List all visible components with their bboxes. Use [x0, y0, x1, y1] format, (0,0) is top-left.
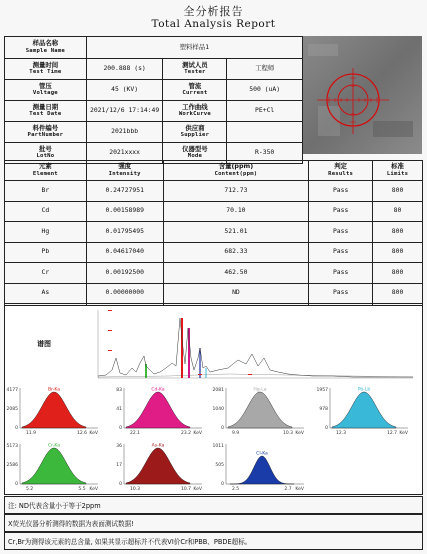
y-tick-label: 0: [15, 426, 18, 431]
peak-label: Br-Ka: [48, 387, 60, 393]
part-number-value: 2021bbb: [86, 122, 163, 143]
y-tick-label: 83: [116, 388, 122, 393]
supplier-value: [227, 122, 303, 143]
table-row: [5, 283, 423, 304]
y-tick-label: 2085: [6, 407, 18, 412]
x-tick-label: 2.7: [284, 487, 292, 492]
cell-result: Pass: [309, 263, 373, 284]
peak-plot-as-ka: [110, 440, 210, 494]
tester-label: 测试人员 Tester: [163, 59, 227, 80]
x-tick-label: 12.7: [386, 431, 398, 436]
spectrum-plot: [88, 308, 418, 382]
cell-limit: 800: [373, 181, 423, 202]
cell-element: Hg: [5, 222, 87, 243]
peak-label: Cd-Ka: [151, 387, 165, 393]
cell-intensity: 0.01795495: [86, 222, 163, 243]
y-tick-label: 2081: [212, 388, 224, 393]
x-tick-label: 2.5: [232, 487, 240, 492]
x-unit-label: KeV: [89, 487, 98, 492]
lot-no-label: 批号 LotNo: [5, 143, 87, 164]
cell-content: 70.10: [163, 201, 309, 222]
report-title-cn: 全分析报告: [183, 5, 244, 18]
peak-fill: [126, 392, 190, 428]
peak-fill: [228, 392, 292, 428]
x-tick-label: 11.9: [26, 431, 37, 436]
col-header-limits: 标准 Limits: [373, 161, 423, 181]
y-tick-label: 0: [221, 426, 224, 431]
cell-limit: 800: [373, 263, 423, 284]
peak-plot-cd-ka: [110, 384, 210, 438]
cell-limit: 80: [373, 201, 423, 222]
table-row: [5, 222, 423, 243]
cell-element: As: [5, 283, 87, 304]
table-row: [5, 242, 423, 263]
tester-value: 工程师: [227, 59, 303, 80]
cell-intensity: 0.00000000: [86, 283, 163, 304]
footer-line-1: X荧光仪器分析测得的数据为表面测试数据!: [4, 514, 423, 532]
cell-result: Pass: [309, 222, 373, 243]
col-header-intensity: 强度 Intensity: [86, 161, 163, 181]
part-number-label: 料件编号 PartNumber: [5, 122, 87, 143]
table-row: [5, 263, 423, 284]
y-tick-label: 0: [119, 482, 122, 487]
cell-limit: 800: [373, 242, 423, 263]
table-header-row: [5, 161, 423, 181]
x-unit-label: KeV: [89, 431, 98, 436]
mode-label: 仪器型号 Mode: [163, 143, 227, 164]
y-tick-label: 1957: [316, 388, 328, 393]
mode-value: R-350: [227, 143, 303, 164]
cell-element: Cr: [5, 263, 87, 284]
cell-content: 682.33: [163, 242, 309, 263]
sample-name-value: 塑料样品1: [86, 37, 302, 59]
x-unit-label: KeV: [295, 487, 304, 492]
sample-info-table: [4, 36, 303, 164]
peak-label: Cr-Ka: [48, 443, 60, 449]
x-tick-label: 23.2: [180, 431, 192, 436]
cell-intensity: 0.00158989: [86, 201, 163, 222]
x-tick-label: 22.1: [130, 431, 141, 436]
x-tick-label: 9.9: [232, 431, 240, 436]
voltage-value: 45 (KV): [86, 80, 163, 101]
cell-content: 521.01: [163, 222, 309, 243]
x-tick-label: 5.2: [26, 487, 34, 492]
y-tick-label: 0: [119, 426, 122, 431]
y-tick-label: 2586: [6, 463, 18, 468]
peak-plot-cl-ka: [212, 440, 312, 494]
y-tick-label: 4177: [6, 388, 18, 393]
test-date-label: 测量日期 Test Date: [5, 101, 87, 122]
y-tick-label: 1040: [212, 407, 224, 412]
table-row: [5, 181, 423, 202]
cell-intensity: 0.04617040: [86, 242, 163, 263]
work-curve-label: 工作曲线 WorkCurve: [163, 101, 227, 122]
peak-label: Pb-Lb: [357, 387, 371, 393]
cell-result: Pass: [309, 181, 373, 202]
cell-intensity: 0.00192500: [86, 263, 163, 284]
y-tick-label: 41: [116, 407, 122, 412]
voltage-label: 管压 Voltage: [5, 80, 87, 101]
col-header-results: 判定 Results: [309, 161, 373, 181]
peak-label: As-Ka: [151, 443, 165, 449]
spectrum-label: 谱图: [37, 340, 51, 348]
x-tick-label: 10.3: [130, 487, 141, 492]
peak-fill: [126, 448, 190, 484]
cell-element: Cd: [5, 201, 87, 222]
test-date-value: 2021/12/6 17:14:49: [86, 101, 163, 122]
cell-limit: 800: [373, 283, 423, 304]
supplier-label: 供应商 Supplier: [163, 122, 227, 143]
test-time-label: 测量时间 Test Time: [5, 59, 87, 80]
peak-plot-cr-ka: [6, 440, 106, 494]
col-header-element: 元素 Element: [5, 161, 87, 181]
col-header-content: 含量(ppm) Content(ppm): [163, 161, 309, 181]
x-tick-label: 5.5: [78, 487, 86, 492]
work-curve-value: PE+Cl: [227, 101, 303, 122]
peak-plot-pb-lb: [316, 384, 416, 438]
sample-photo: [303, 36, 422, 154]
y-tick-label: 505: [215, 463, 224, 468]
x-tick-label: 10.3: [282, 431, 294, 436]
x-unit-label: KeV: [295, 431, 304, 436]
peak-fill: [332, 392, 396, 428]
element-results-table: [4, 160, 423, 325]
cell-content: 462.50: [163, 263, 309, 284]
current-value: 500 (uA): [227, 80, 303, 101]
x-tick-label: 12.6: [76, 431, 88, 436]
y-tick-label: 0: [325, 426, 328, 431]
x-unit-label: KeV: [193, 431, 202, 436]
footer-line-2: Cr,Br为测得该元素的总含量, 如果其显示超标并不代表VI价Cr和PBB、PBDE超标。: [4, 532, 423, 550]
x-unit-label: KeV: [399, 431, 408, 436]
cell-content: 712.73: [163, 181, 309, 202]
y-tick-label: 0: [221, 482, 224, 487]
y-tick-label: 36: [116, 444, 122, 449]
peak-label: Hg-La: [253, 387, 267, 393]
cell-content: ND: [163, 283, 309, 304]
peak-fill: [22, 448, 86, 484]
peak-plot-hg-la: [212, 384, 312, 438]
cell-element: Br: [5, 181, 87, 202]
report-title-en: Total Analysis Report: [151, 18, 276, 30]
x-tick-label: 10.7: [180, 487, 192, 492]
peak-fill: [230, 456, 294, 484]
test-time-value: 200.888 (s): [86, 59, 163, 80]
cell-result: Pass: [309, 242, 373, 263]
lot-no-value: 2021xxxx: [86, 143, 163, 164]
cell-result: Pass: [309, 283, 373, 304]
cell-element: Pb: [5, 242, 87, 263]
y-tick-label: 17: [116, 463, 122, 468]
current-label: 管流 Current: [163, 80, 227, 101]
y-tick-label: 1011: [212, 444, 224, 449]
cell-intensity: 0.24727951: [86, 181, 163, 202]
x-unit-label: KeV: [193, 487, 202, 492]
y-tick-label: 0: [15, 482, 18, 487]
footer-note: 注: ND代表含量小于等于2ppm: [4, 496, 423, 514]
sample-name-label: 样品名称 Sample Name: [5, 37, 87, 59]
peak-fill: [22, 392, 86, 428]
peak-label: Cl-Ka: [256, 451, 268, 457]
cell-result: Pass: [309, 201, 373, 222]
y-tick-label: 5173: [6, 444, 18, 449]
table-row: [5, 201, 423, 222]
y-tick-label: 978: [319, 407, 328, 412]
cell-limit: 800: [373, 222, 423, 243]
peak-plot-br-ka: [6, 384, 106, 438]
x-tick-label: 12.3: [336, 431, 347, 436]
